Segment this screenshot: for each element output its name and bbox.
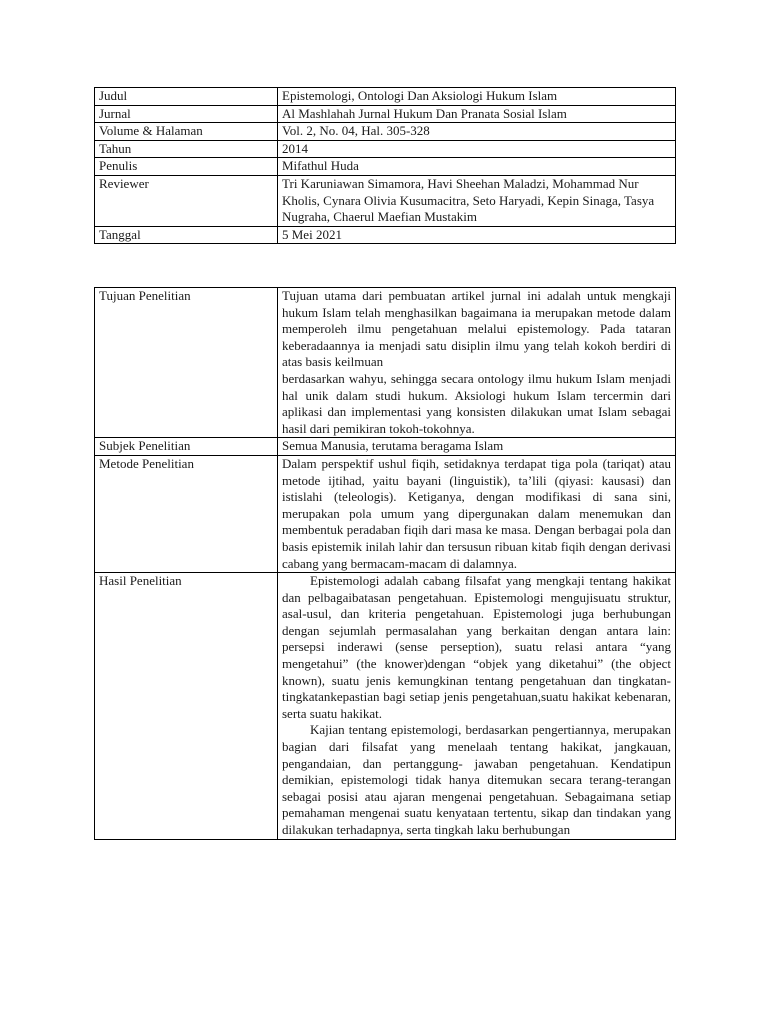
table-row [95, 105, 676, 123]
metadata-table [94, 87, 676, 244]
row-label: Judul [95, 88, 278, 106]
row-value: Tri Karuniawan Simamora, Havi Sheehan Maladzi, Mohammad Nur Kholis, Cynara Olivia Kusumacitra, Seto Haryadi, Kepin Sinaga, Tasya Nugraha, Chaerul Maefian Mustakim [278, 175, 676, 226]
table-row [95, 288, 676, 438]
row-value: Vol. 2, No. 04, Hal. 305-328 [278, 123, 676, 141]
table-row [95, 175, 676, 226]
row-label: Volume & Halaman [95, 123, 278, 141]
row-label: Hasil Penelitian [95, 573, 278, 840]
table-row [95, 226, 676, 244]
table-row [95, 123, 676, 141]
table-row [95, 88, 676, 106]
row-value: 2014 [278, 140, 676, 158]
paragraph: berdasarkan wahyu, sehingga secara ontology ilmu hukum Islam menjadi hal unik dalam studi hukum. Aksiologi hukum Islam tercermin dari aplikasi dan implementasi yang konsisten dilakukan umat Islam sebagai hasil dari pemikiran tokoh-tokohnya. [282, 370, 671, 436]
row-label: Tahun [95, 140, 278, 158]
paragraph: Dalam perspektif ushul fiqih, setidaknya terdapat tiga pola (tariqat) atau metode ijtihad, yaitu bayani (linguistik), ta’lili (qiyasi: kausasi) dan istislahi (teleologis). Ketiganya, dengan modifikasi di sana sini, merupakan pola umum yang dipergunakan dalam menemukan dan membentuk peradaban fiqih dari masa ke masa. Dengan berbagai pola dan basis epistemik inilah lahir dan tersusun ribuan kitab fiqih dengan derivasi cabang yang bermacam-macam di dalamnya. [282, 455, 671, 571]
table-row [95, 455, 676, 572]
paragraph: Kajian tentang epistemologi, berdasarkan pengertiannya, merupakan bagian dari filsafat yang menelaah tentang hakikat, jangkauan, pengandaian, dan pertanggung- jawaban pengetahuan. Kendatipun demikian, epistemologi tidak hanya ditemukan secara terang-terangan sebagai posisi atau ajaran mengenai pengetahuan. Sebagaimana setiap pemahaman mengenai suatu kenyataan tertentu, sikap dan tindakan yang dilakukan terhadapnya, serta tingkah laku berhubungan [282, 722, 671, 837]
review-content-table [94, 287, 676, 840]
row-value [278, 288, 676, 438]
row-label: Tanggal [95, 226, 278, 244]
row-label: Penulis [95, 158, 278, 176]
row-value: Mifathul Huda [278, 158, 676, 176]
row-value [278, 573, 676, 840]
row-value: Semua Manusia, terutama beragama Islam [278, 438, 676, 456]
row-label: Jurnal [95, 105, 278, 123]
table-row [95, 573, 676, 840]
row-value [278, 455, 676, 572]
row-value: Epistemologi, Ontologi Dan Aksiologi Hukum Islam [278, 88, 676, 106]
row-label: Subjek Penelitian [95, 438, 278, 456]
paragraph: Tujuan utama dari pembuatan artikel jurnal ini adalah untuk mengkaji hukum Islam telah menghasilkan bagaimana ia merupakan metode dalam memperoleh ilmu pengetahuan melalui epistemology. Pada tataran keberadaannya ia menjadi satu disiplin ilmu yang telah kokoh berdiri di atas basis keilmuan [282, 288, 671, 370]
row-label: Tujuan Penelitian [95, 288, 278, 438]
row-value: Al Mashlahah Jurnal Hukum Dan Pranata Sosial Islam [278, 105, 676, 123]
table-row [95, 158, 676, 176]
table-row [95, 438, 676, 456]
row-label: Metode Penelitian [95, 455, 278, 572]
row-value: 5 Mei 2021 [278, 226, 676, 244]
paragraph: Epistemologi adalah cabang filsafat yang mengkaji tentang hakikat dan pelbagaibatasan pengetahuan. Epistemologi mengujisuatu struktur, asal-usul, dan kriteria pengetahuan. Epistemologi juga berhubungan dengan sejumlah permasalahan yang berkaitan dengan antara lain: persepsi inderawi (sense perseption), suatu relasi antara “yang mengetahui” (the knower)dengan “objek yang diketahui” (the object known), suatu jenis kemungkinan tentang pengetahuan dan tingkatan-tingkatankepastian bagi setiap jenis pengetahuan,suatu hakikat kebenaran, serta suatu hakikat. [282, 573, 671, 721]
row-label: Reviewer [95, 175, 278, 226]
table-row [95, 140, 676, 158]
